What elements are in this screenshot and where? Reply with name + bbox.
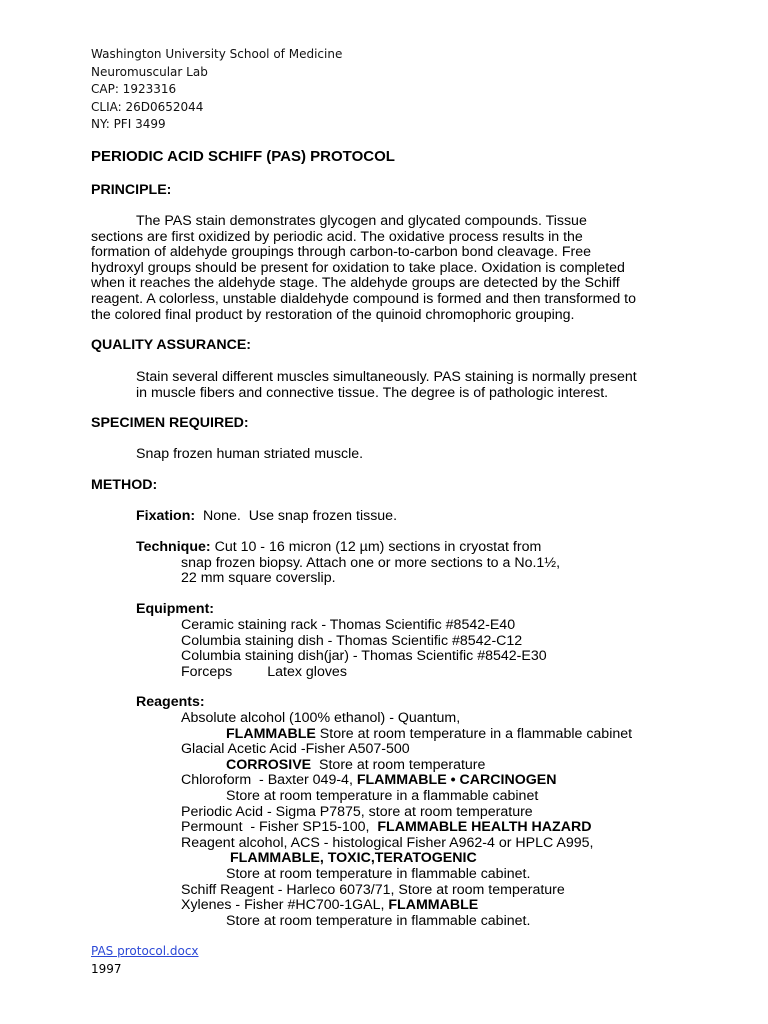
technique-text: snap frozen biopsy. Attach one or more sections to a No.1½, [181, 554, 561, 571]
reagent-item [181, 820, 632, 836]
paragraph-line: the colored final product by restoration of the quinoid chromophoric grouping. [91, 306, 575, 323]
hazard-label: FLAMMABLE [226, 725, 316, 742]
storage-text: Store at room temperature in a flammable cabinet [226, 787, 539, 804]
reagents-list [181, 711, 632, 929]
reagent-storage [181, 727, 632, 743]
reagents-label: Reagents: [136, 694, 205, 710]
hazard-label: FLAMMABLE HEALTH HAZARD [377, 819, 592, 836]
forceps-item: Forceps [181, 663, 233, 680]
cap-number: CAP: 1923316 [91, 82, 177, 97]
technique-text: Cut 10 - 16 micron (12 µm) sections in cryostat from [210, 539, 542, 555]
document-title: PERIODIC ACID SCHIFF (PAS) PROTOCOL [91, 148, 395, 165]
reagent-item: Glacial Acetic Acid -Fisher A507-500 [181, 741, 410, 758]
hazard-label: FLAMMABLE [388, 897, 479, 914]
institution-name: Washington University School of Medicine [91, 47, 343, 61]
paragraph-line: when it reaches the aldehyde stage. The aldehyde groups are detected by the Schiff [91, 275, 620, 292]
footer-year: 1997 [91, 961, 122, 976]
equipment-label: Equipment: [136, 601, 215, 617]
lab-name: Neuromuscular Lab [91, 64, 208, 79]
reagent-name: Permount - Fisher SP15-100, [181, 819, 378, 836]
technique-text: 22 mm square coverslip. [181, 570, 336, 587]
document-footer [91, 943, 199, 978]
principle-heading: PRINCIPLE: [91, 182, 172, 198]
equipment-item: Columbia staining dish(jar) - Thomas Scientific #8542-E30 [181, 648, 547, 665]
storage-text: Store at room temperature in flammable cabinet. [226, 865, 531, 882]
storage-text: Store at room temperature [311, 756, 486, 773]
storage-text: Store at room temperature in a flammable cabinet [315, 725, 633, 742]
reagent-item: Schiff Reagent - Harleco 6073/71, Store at room temperature [181, 881, 565, 898]
hazard-label: FLAMMABLE, TOXIC,TERATOGENIC [230, 850, 477, 867]
reagent-storage [181, 758, 632, 774]
equipment-list [181, 618, 547, 680]
reagent-item: Absolute alcohol (100% ethanol) - Quantum, [181, 710, 461, 726]
paragraph-line: in muscle fibers and connective tissue. The degree is of pathologic interest. [136, 384, 609, 401]
reagent-item [181, 773, 632, 789]
paragraph-line: reagent. A colorless, unstable dialdehyde compound is formed and then transformed to [91, 290, 636, 307]
specimen-text: Snap frozen human striated muscle. [136, 446, 364, 462]
equipment-item: Ceramic staining rack - Thomas Scientific #8542-E40 [181, 617, 516, 633]
hazard-label: CORROSIVE [226, 756, 312, 773]
fixation-text: None. Use snap frozen tissue. [195, 508, 398, 524]
paragraph-line: hydroxyl groups should be present for oxidation to take place. Oxidation is completed [91, 259, 625, 276]
hazard-label: FLAMMABLE • CARCINOGEN [356, 772, 557, 789]
equipment-item [181, 665, 547, 681]
technique-label: Technique: [136, 539, 211, 555]
fixation-label: Fixation: [136, 508, 196, 524]
method-heading: METHOD: [91, 477, 158, 493]
paragraph-line: Stain several different muscles simultaneously. PAS staining is normally present [136, 369, 637, 385]
quality-heading: QUALITY ASSURANCE: [91, 337, 252, 353]
paragraph-line: sections are first oxidized by periodic acid. The oxidative process results in the [91, 228, 583, 245]
gloves-item: Latex gloves [267, 663, 347, 680]
paragraph-line: The PAS stain demonstrates glycogen and glycated compounds. Tissue [136, 213, 587, 229]
reagent-item [181, 898, 632, 914]
specimen-heading: SPECIMEN REQUIRED: [91, 415, 249, 431]
quality-paragraph [136, 370, 637, 401]
reagent-name: Xylenes - Fisher #HC700-1GAL, [181, 897, 389, 914]
reagent-item: Reagent alcohol, ACS - histological Fisher A962-4 or HPLC A995, [181, 834, 594, 851]
fixation-line [136, 509, 397, 525]
storage-text: Store at room temperature in flammable cabinet. [226, 912, 531, 929]
reagent-name: Chloroform - Baxter 049-4, [181, 772, 357, 789]
lab-header [91, 46, 342, 134]
ny-number: NY: PFI 3499 [91, 117, 166, 132]
clia-number: CLIA: 26D0652044 [91, 99, 204, 114]
principle-paragraph [91, 214, 691, 323]
equipment-item: Columbia staining dish - Thomas Scientific #8542-C12 [181, 632, 523, 649]
paragraph-line: formation of aldehyde groupings through carbon-to-carbon bond cleavage. Free [91, 244, 592, 261]
reagent-item: Periodic Acid - Sigma P7875, store at room temperature [181, 803, 533, 820]
technique-block [136, 540, 560, 587]
document-file-link[interactable]: PAS protocol.docx [91, 944, 199, 958]
